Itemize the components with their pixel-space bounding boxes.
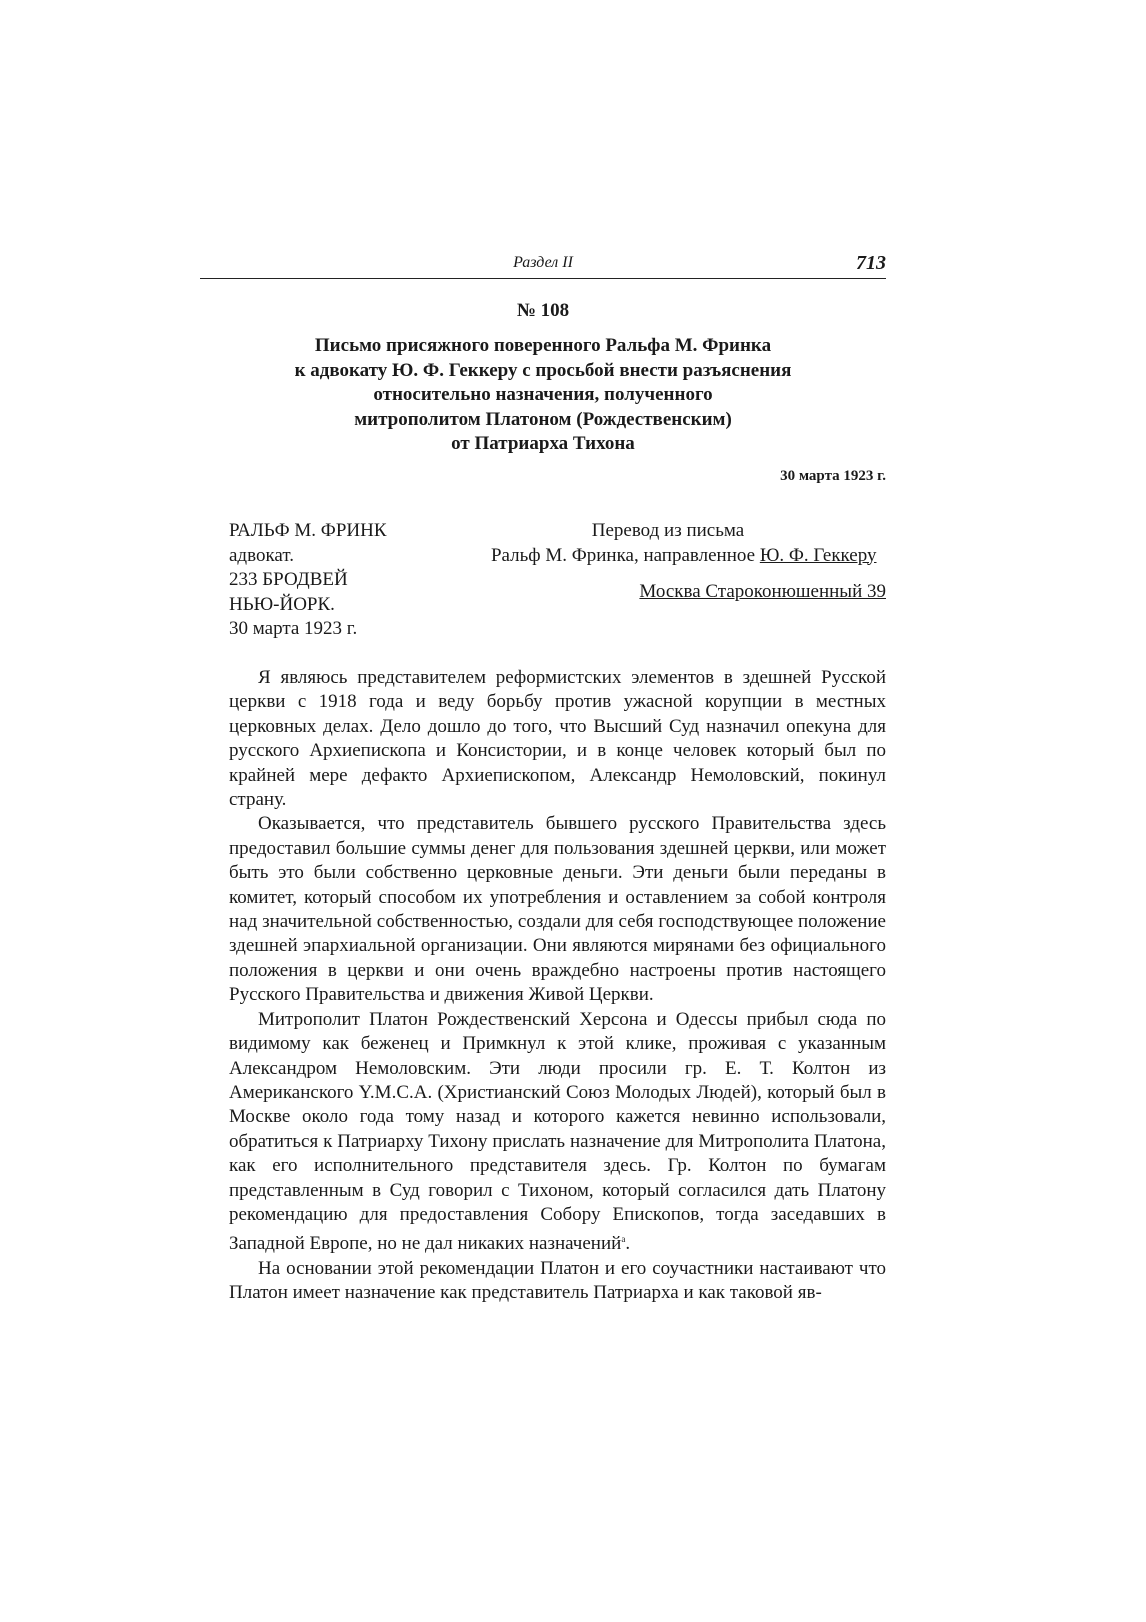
recipient-address: Москва Староконюшенный 39 (639, 581, 886, 602)
document-number: № 108 (516, 300, 570, 321)
letter-body (229, 666, 886, 1306)
translation-recipient-line (430, 544, 886, 569)
title-line: митрополитом Платоном (Рождественским) (354, 408, 732, 430)
title-line: Письмо присяжного поверенного Ральфа М. Фринка (314, 335, 772, 356)
body-paragraph: Я являюсь представителем реформистских элементов в здешней Русской церкви с 1918 года и веду борьбу против ужасной корупции в местных церковных делах. Дело дошло до того, что Высший Суд назначил опекуна для русского Архиепископа и Консистории, и в конце человек который был по крайней мере дефакто Архиепископом, Александр Немоловский, покинул страну. (229, 667, 886, 811)
section-label: Раздел II (513, 254, 573, 271)
document-date: 30 марта 1923 г. (780, 468, 886, 484)
running-head (200, 252, 886, 276)
footnote-marker: а (621, 1234, 626, 1245)
translation-prefix: Ральф М. Фринка, направленное (490, 544, 760, 566)
translation-note (430, 519, 886, 605)
body-paragraph: Оказывается, что представитель бывшего русского Правительства здесь предоставил большие суммы денег для пользования здешней церкви, или может быть это были собственно церковные деньги. Эти деньги были переданы в комитет, который способом их употребления и оставлением за собой контроля над значительной собственностью, создали для себя господствующее положение здешней эпархиальной организации. Они являются мирянами без официального положения в церкви и они очень враждебно настроены против настоящего Русского Правительства и движения Живой Церкви. (229, 813, 886, 1006)
document-title (200, 334, 886, 457)
title-line: от Патриарха Тихона (451, 433, 635, 454)
header-rule (200, 278, 886, 279)
letterhead (229, 519, 387, 642)
letterhead-name: РАЛЬФ М. ФРИНК (229, 520, 387, 541)
page-number: 713 (856, 252, 886, 274)
paragraph-text: Митрополит Платон Рождественский Херсона и Одессы прибыл сюда по видимому как беженец и Примкнул к этой клике, проживая с указанным Александром Немоловским. Эти люди просили гр. Е. Т. Колтон из Американского Y.M.C.A. (Христианский Союз Молодых Людей), который был в Москве около года тому назад и которого кажется невинно использовали, обратиться к Патриарху Тихону прислать назначение для Митрополита Платона, как его исполнительного представителя здесь. Гр. Колтон по бумагам представленным в Суд говорил с Тихоном, который согласился дать Платону рекомендацию для предоставления Собору Епископов, тогда заседавших в Западной Европе, но не дал никаких назначений (229, 1008, 886, 1255)
recipient-address-line (430, 580, 886, 605)
recipient-name: Ю. Ф. Геккеру (759, 544, 877, 566)
letterhead-date: 30 марта 1923 г. (229, 618, 358, 639)
letterhead-street: 233 БРОДВЕЙ (229, 569, 348, 590)
translation-heading: Перевод из письма (591, 520, 745, 541)
title-line: к адвокату Ю. Ф. Геккеру с просьбой внести разъяснения (294, 359, 792, 381)
title-line: относительно назначения, полученного (373, 384, 713, 405)
paragraph-end: . (625, 1233, 631, 1255)
body-paragraph (229, 1008, 886, 1257)
letterhead-city: НЬЮ-ЙОРК. (229, 593, 335, 615)
letterhead-title: адвокат. (229, 544, 294, 566)
body-paragraph: На основании этой рекомендации Платон и его соучастники настаивают что Платон имеет назначение как представитель Патриарха и как таковой яв- (229, 1257, 886, 1304)
